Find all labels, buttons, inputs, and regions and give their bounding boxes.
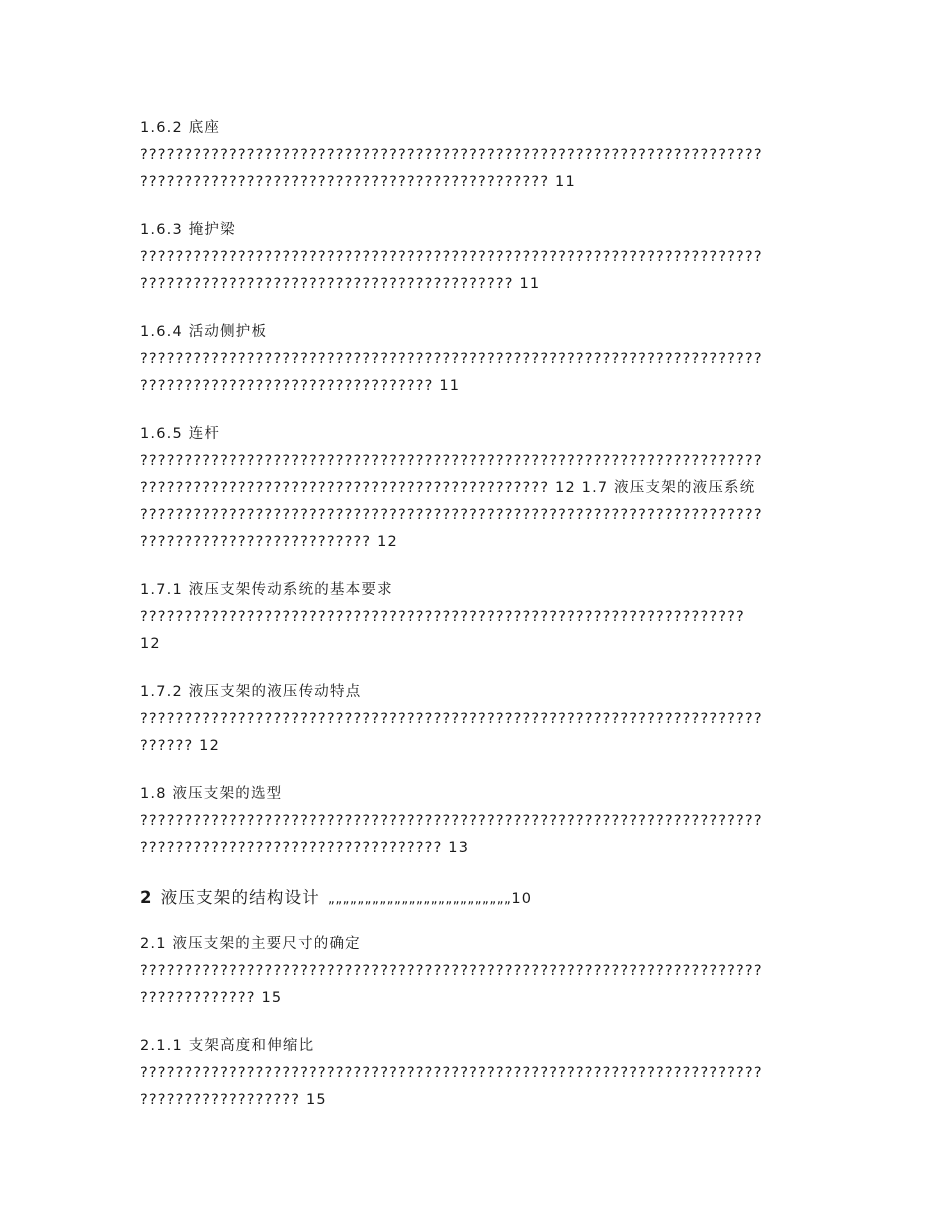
toc-leader-line-page: ?????????????????????????? 12 [140, 534, 398, 550]
toc-entry-2-1-1 [140, 1033, 820, 1114]
toc-leader-line: ?????????????????????????????????????????????????????????????????????? [140, 249, 763, 265]
toc-leader-line-page: ?????????????????????????????????????????????? 11 [140, 174, 576, 190]
toc-entry-1-6-2 [140, 115, 820, 196]
chapter-number: 2 [140, 888, 153, 907]
toc-leader-line-page: ????????????? 15 [140, 990, 283, 1006]
toc-leader-line: ?????????????????????????????????????????????????????????????????????? [140, 351, 763, 367]
toc-page-number: 12 [140, 636, 161, 652]
toc-entry-1-6-3 [140, 217, 820, 298]
chapter-page-number: 10 [511, 891, 533, 907]
toc-leader-line-page: ????????????????????????????????? 11 [140, 378, 461, 394]
toc-entry-title: 2.1.1 支架高度和伸缩比 [140, 1038, 315, 1054]
toc-leader-line: ?????????????????????????????????????????????????????????????????????? [140, 453, 763, 469]
toc-entry-title: 1.6.4 活动侧护板 [140, 324, 268, 340]
toc-entry-1-7-2 [140, 679, 820, 760]
toc-entry-title: 1.6.2 底座 [140, 120, 221, 136]
chapter-leader-dots: „„„„„„„„„„„„„„„„„„„„„„„„„ [328, 892, 512, 907]
toc-leader-line-page: ?????????????????? 15 [140, 1092, 327, 1108]
toc-leader-line-page: ?????? 12 [140, 738, 221, 754]
toc-entry-2-1 [140, 931, 820, 1012]
toc-entry-title: 1.6.5 连杆 [140, 426, 221, 442]
toc-chapter-2 [140, 883, 820, 915]
toc-leader-line-page: ?????????????????????????????????? 13 [140, 840, 470, 856]
toc-leader-line: ?????????????????????????????????????????????????????????????????????? [140, 813, 763, 829]
toc-leader-line: ???????????????????????????????????????????????????????????????????? [140, 609, 745, 625]
toc-entry-title: 1.6.3 掩护梁 [140, 222, 236, 238]
toc-leader-line-page: ?????????????????????????????????????????? 11 [140, 276, 541, 292]
toc-leader-line-page: ?????????????????????????????????????????????? 12 1.7 液压支架的液压系统 [140, 480, 756, 496]
toc-entry-1-7-1 [140, 577, 820, 658]
toc-entry-title: 1.7.1 液压支架传动系统的基本要求 [140, 582, 393, 598]
toc-entry-title: 1.7.2 液压支架的液压传动特点 [140, 684, 362, 700]
toc-entry-1-6-4 [140, 319, 820, 400]
toc-leader-line: ?????????????????????????????????????????????????????????????????????? [140, 711, 763, 727]
toc-page [140, 115, 820, 1135]
toc-leader-line: ?????????????????????????????????????????????????????????????????????? [140, 1065, 763, 1081]
toc-leader-line: ?????????????????????????????????????????????????????????????????????? [140, 963, 763, 979]
toc-entry-1-8 [140, 781, 820, 862]
toc-entry-1-6-5 [140, 421, 820, 556]
toc-leader-line: ?????????????????????????????????????????????????????????????????????? [140, 147, 763, 163]
toc-entry-title: 1.8 液压支架的选型 [140, 786, 283, 802]
toc-leader-line: ?????????????????????????????????????????????????????????????????????? [140, 507, 763, 523]
toc-entry-title: 2.1 液压支架的主要尺寸的确定 [140, 936, 361, 952]
chapter-title: 液压支架的结构设计 [160, 888, 320, 907]
